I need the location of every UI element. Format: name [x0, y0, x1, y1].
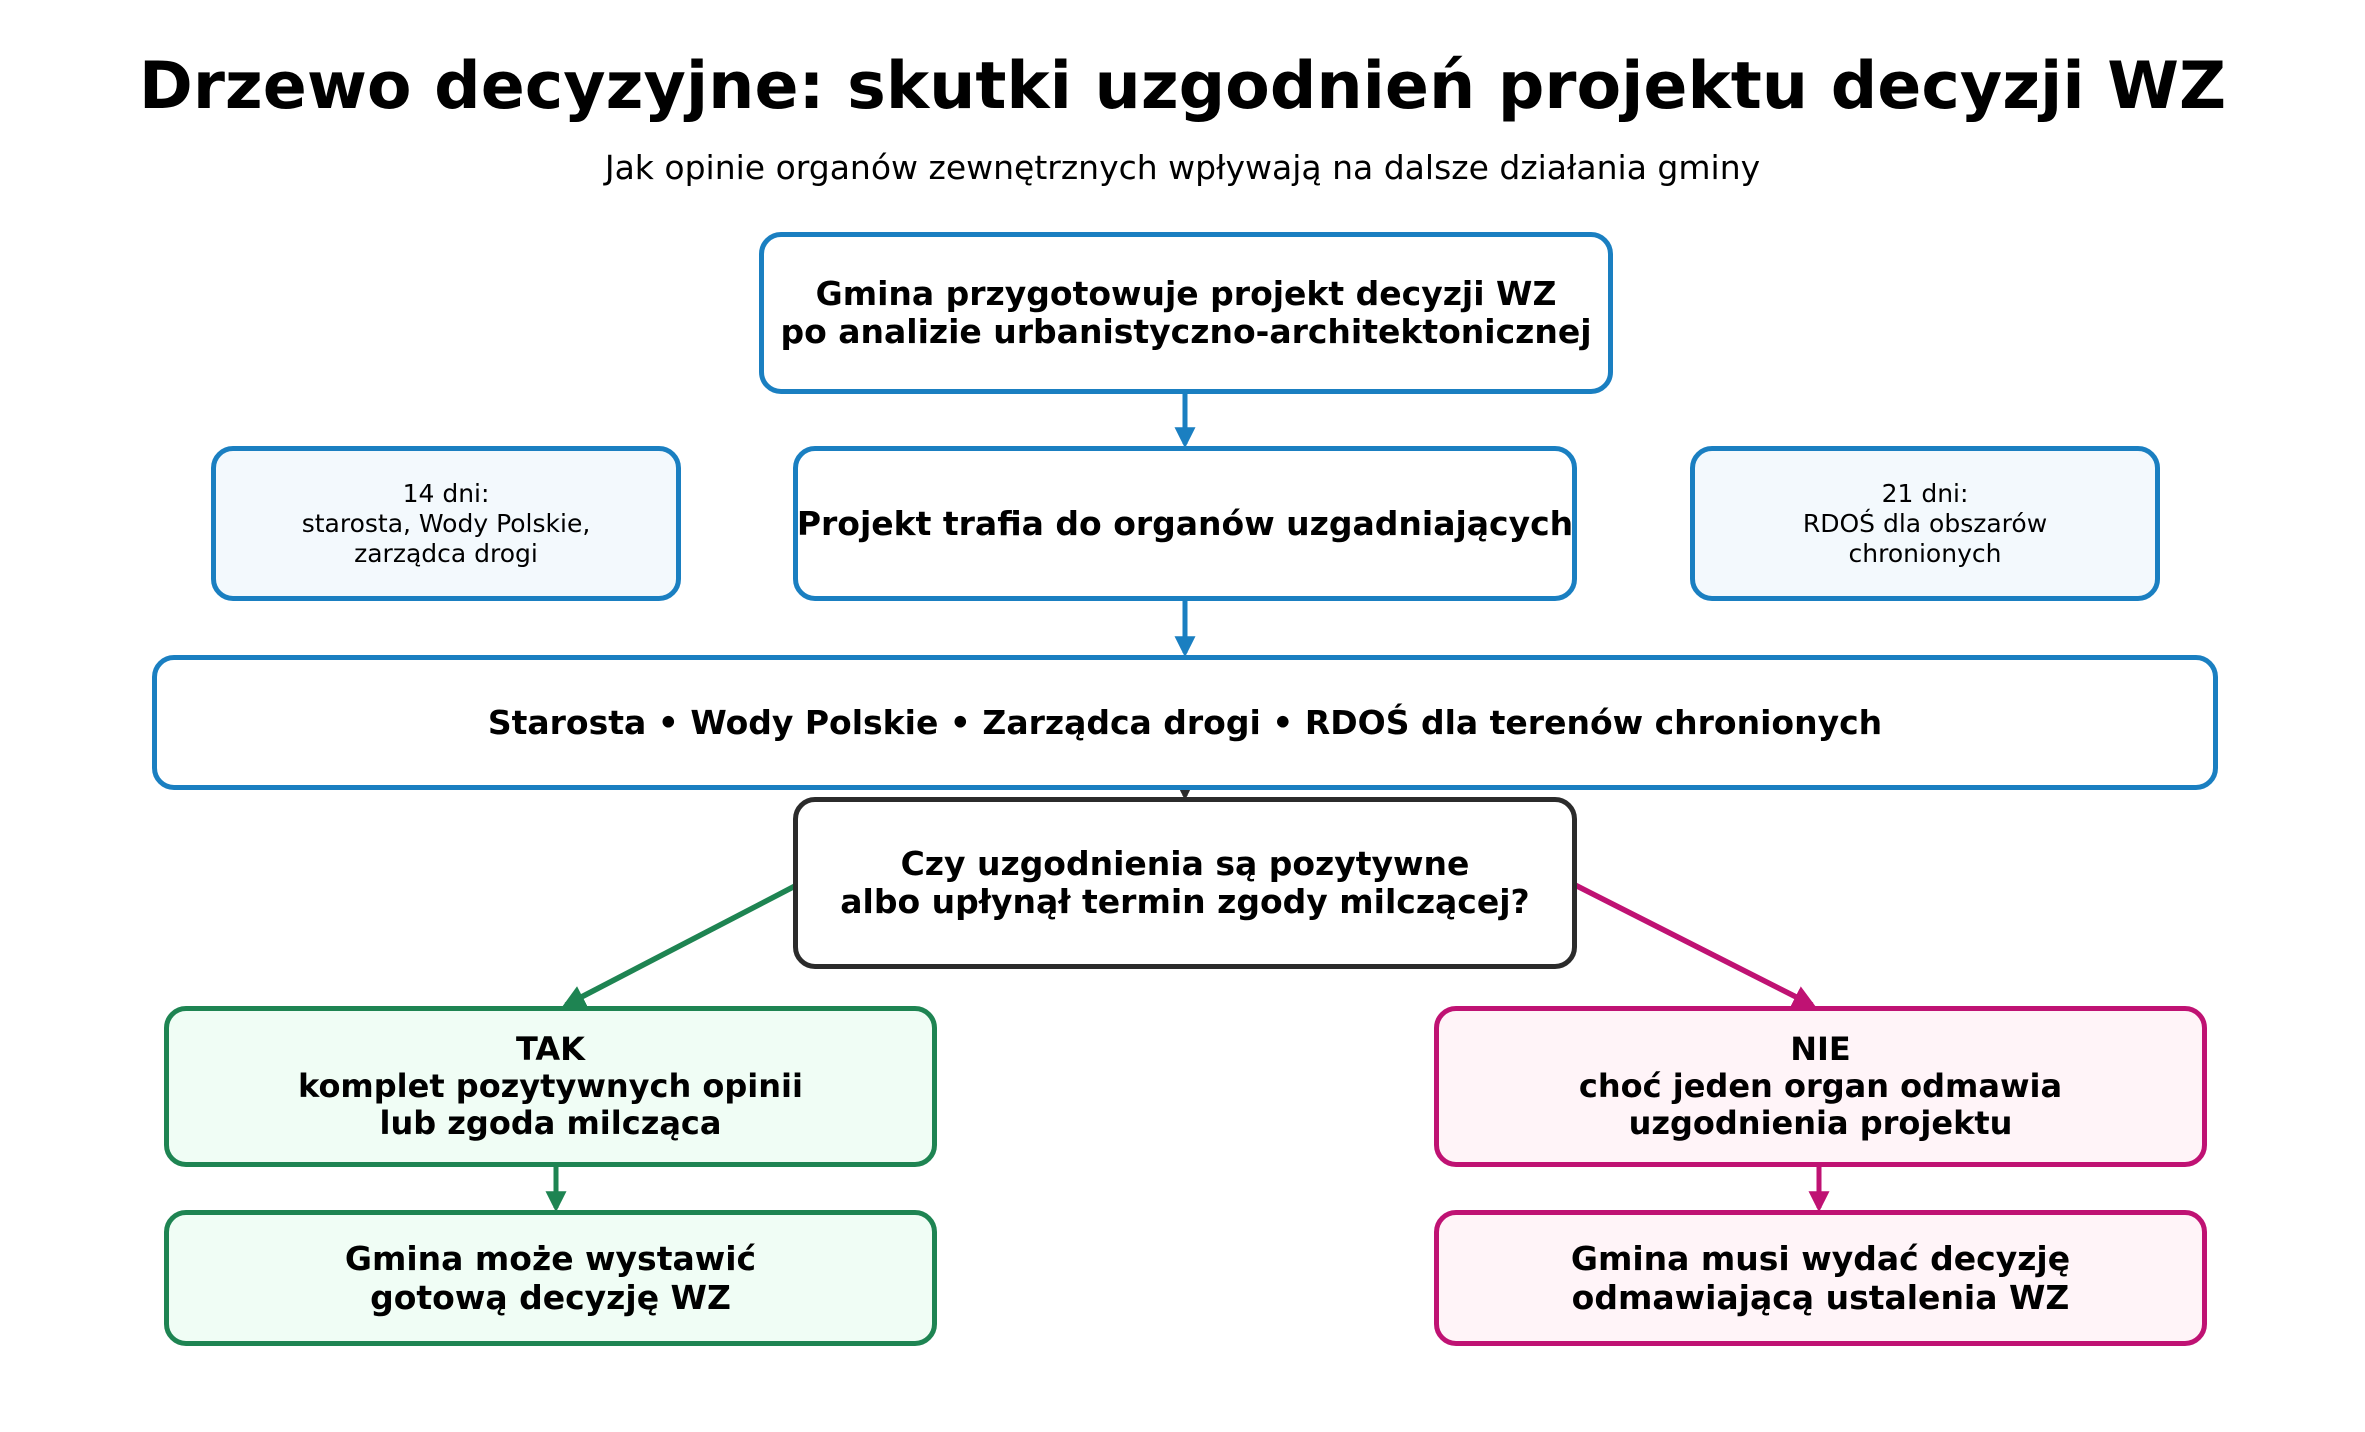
yes-branch-node — [164, 1006, 937, 1167]
question-line: albo upłynął termin zgody milczącej? — [840, 882, 1530, 921]
start-node-line: Gmina przygotowuje projekt decyzji WZ — [815, 274, 1557, 313]
deadline-14-line: starosta, Wody Polskie, — [301, 508, 591, 538]
deadline-14-line: 14 dni: — [402, 478, 490, 508]
no-result-line: odmawiającą ustalenia WZ — [1571, 1278, 2070, 1317]
no-branch-line: choć jeden organ odmawia — [1578, 1067, 2063, 1105]
yes-result-node — [164, 1210, 937, 1346]
decision-question-node — [793, 797, 1577, 969]
no-branch-line: uzgodnienia projektu — [1628, 1104, 2013, 1142]
arrow-question-to-no — [1575, 885, 1812, 1005]
yes-result-line: gotową decyzję WZ — [370, 1278, 731, 1317]
no-result-node — [1434, 1210, 2207, 1346]
deadline-14-days-note — [211, 446, 681, 601]
question-line: Czy uzgodnienia są pozytywne — [900, 844, 1470, 883]
no-branch-node — [1434, 1006, 2207, 1167]
deadline-21-line: chronionych — [1848, 538, 2002, 568]
start-node-line: po analizie urbanistyczno-architektonicznej — [780, 312, 1592, 351]
start-node — [759, 232, 1613, 394]
deadline-14-line: zarządca drogi — [354, 538, 538, 568]
send-node-line: Projekt trafia do organów uzgadniających — [796, 503, 1574, 543]
yes-branch-line: TAK — [516, 1030, 585, 1068]
deadline-21-line: 21 dni: — [1881, 478, 1969, 508]
authorities-list-node — [152, 655, 2218, 790]
arrow-question-to-yes — [566, 885, 797, 1005]
yes-branch-line: komplet pozytywnych opinii — [298, 1067, 803, 1105]
deadline-21-days-note — [1690, 446, 2160, 601]
deadline-21-line: RDOŚ dla obszarów — [1802, 508, 2048, 538]
yes-result-line: Gmina może wystawić — [344, 1239, 757, 1278]
no-branch-line: NIE — [1790, 1030, 1851, 1068]
authorities-list-line: Starosta • Wody Polskie • Zarządca drogi • RDOŚ dla terenów chronionych — [487, 702, 1883, 742]
yes-branch-line: lub zgoda milcząca — [379, 1104, 722, 1142]
send-to-authorities-node — [793, 446, 1577, 601]
diagram-title: Drzewo decyzyjne: skutki uzgodnień projektu decyzji WZ — [138, 49, 2227, 124]
diagram-subtitle: Jak opinie organów zewnętrznych wpływają na dalsze działania gminy — [604, 148, 1761, 187]
no-result-line: Gmina musi wydać decyzję — [1570, 1239, 2071, 1278]
